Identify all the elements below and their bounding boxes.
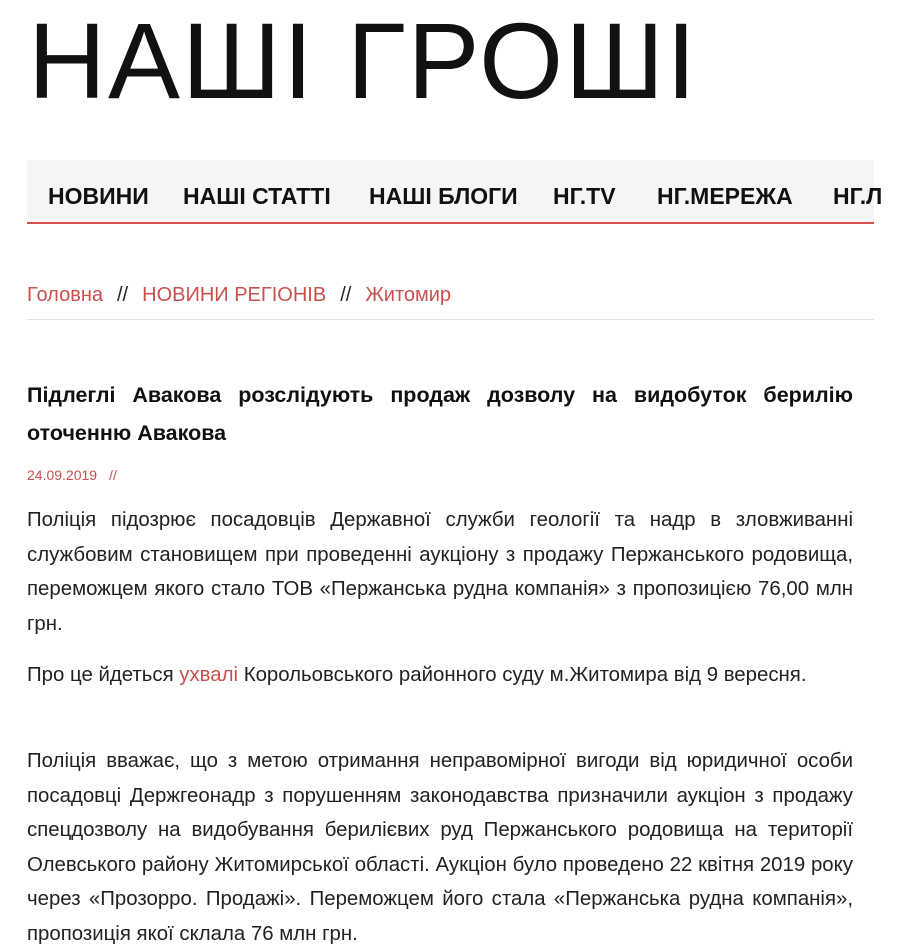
article-date: 24.09.2019 [27, 467, 98, 483]
article-meta [27, 465, 117, 485]
article-title: Підлеглі Авакова розслідують продаж дозволу на видобуток берилію оточенню Авакова [27, 383, 853, 445]
nav-item-articles[interactable]: НАШІ СТАТТІ [183, 183, 331, 209]
nav-item-blogs[interactable]: НАШІ БЛОГИ [369, 183, 518, 209]
breadcrumb-regional-news[interactable]: НОВИНИ РЕГІОНІВ [142, 284, 327, 306]
nav-item-news[interactable]: НОВИНИ [48, 183, 149, 209]
paragraph-text: Про це йдеться [27, 664, 180, 686]
date-separator: // [109, 467, 117, 483]
breadcrumb-zhytomyr[interactable]: Житомир [365, 284, 452, 306]
breadcrumb-separator: // [117, 284, 129, 306]
ruling-link[interactable]: ухвалі [179, 664, 239, 686]
breadcrumb-home[interactable]: Головна [27, 284, 103, 306]
paragraph-text: Корольовського районного суду м.Житомира від 9 вересня. [238, 664, 807, 686]
article-paragraph-1: Поліція підозрює посадовців Державної служби геології та надр в зловживанні службовим становищем при проведенні аукціону з продажу Пержанського родовища, переможцем якого стало ТОВ «Пержанська рудна компанія» з пропозицією 76,00 млн грн. [27, 509, 853, 635]
main-nav [27, 160, 883, 224]
breadcrumb [27, 282, 874, 320]
article-paragraph-2 [27, 658, 853, 693]
nav-item-tv[interactable]: НГ.TV [553, 183, 616, 209]
article-paragraph-3: Поліція вважає, що з метою отримання неправомірної вигоди від юридичної особи посадовці Держгеонадр з порушенням законодавства призначили аукціон з продажу спецдозволу на видобування берилієвих руд Пержанського родовища на території Олевського району Житомирської області. Аукціон було проведено 22 квітня 2019 року через «Прозорро. Продажі». Переможцем його стала «Пержанська рудна компанія», пропозиція якої склала 76 млн грн. [27, 750, 853, 945]
nav-item-network[interactable]: НГ.МЕРЕЖА [657, 183, 793, 209]
site-logo[interactable]: НАШІ ГРОШІ [28, 0, 699, 121]
nav-item-more[interactable]: НГ.Л [833, 183, 883, 209]
breadcrumb-separator: // [340, 284, 352, 306]
